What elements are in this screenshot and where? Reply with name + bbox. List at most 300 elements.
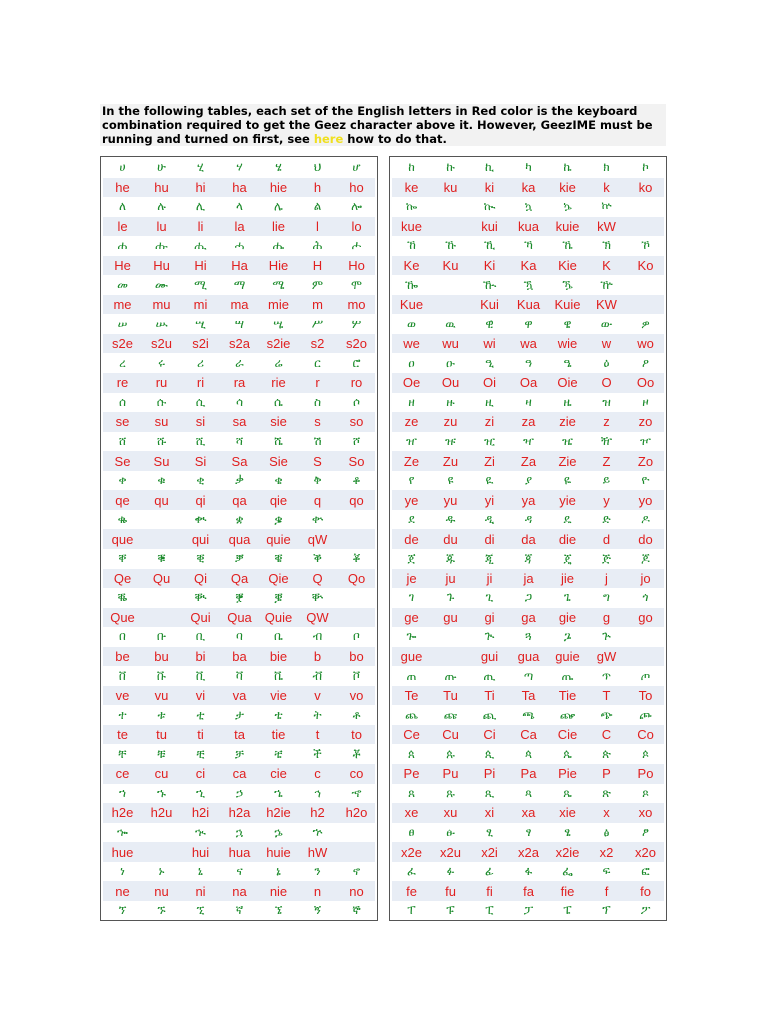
geez-character: ቔ — [274, 551, 283, 566]
key-combination: hue — [111, 844, 134, 860]
geez-character: ጮ — [639, 707, 652, 722]
key-combination: so — [349, 414, 364, 430]
key-combination: ya — [521, 492, 536, 508]
key-combination: qe — [115, 492, 130, 508]
geez-row — [392, 901, 664, 921]
key-combination: zi — [484, 414, 495, 430]
key-combination: huie — [266, 844, 291, 860]
key-combination: ki — [484, 179, 495, 195]
key-combination: g — [602, 609, 611, 625]
geez-row — [103, 901, 375, 921]
geez-character: ፁ — [446, 824, 455, 839]
key-combination: be — [115, 649, 130, 665]
key-combination: c — [314, 766, 321, 782]
geez-character: ባ — [236, 629, 243, 644]
key-combination: l — [316, 218, 319, 234]
geez-character: ሢ — [195, 316, 206, 331]
key-row — [392, 569, 664, 589]
key-combination: co — [349, 766, 364, 782]
geez-character: ቪ — [195, 668, 206, 683]
geez-character: ዊ — [485, 316, 494, 331]
key-combination: nu — [154, 883, 169, 899]
key-combination: kua — [518, 218, 539, 234]
key-combination: rie — [271, 375, 286, 391]
key-combination: qu — [154, 492, 169, 508]
geez-character: ሠ — [117, 316, 128, 331]
geez-row — [392, 275, 664, 295]
geez-character: የ — [408, 473, 415, 488]
key-combination: w — [601, 336, 612, 352]
geez-character: ሤ — [273, 316, 284, 331]
geez-character: ዝ — [602, 394, 611, 409]
geez-character: ጻ — [524, 785, 533, 800]
geez-character: ኅ — [314, 785, 321, 800]
key-combination: guie — [555, 649, 580, 665]
key-combination: Qi — [194, 570, 207, 586]
geez-character: ጶ — [642, 746, 649, 761]
key-combination: ba — [232, 649, 247, 665]
geez-character: ፉ — [446, 864, 455, 879]
geez-character: ጂ — [485, 551, 494, 566]
key-combination: s2a — [229, 336, 250, 352]
geez-character: ሩ — [158, 355, 165, 370]
geez-character: ዜ — [563, 394, 572, 409]
key-combination: tie — [271, 727, 286, 743]
key-combination: do — [638, 531, 653, 547]
key-combination: lu — [156, 218, 167, 234]
key-combination: he — [115, 179, 130, 195]
geez-character: ሀ — [119, 160, 126, 175]
geez-character: ድ — [602, 512, 611, 527]
geez-character: ኍ — [312, 824, 323, 839]
key-combination: mo — [347, 297, 366, 313]
key-combination: gue — [400, 649, 423, 665]
geez-character: ቾ — [352, 746, 361, 761]
geez-character: ሂ — [197, 160, 204, 175]
key-combination: Qua — [227, 609, 252, 625]
key-combination: Q — [312, 570, 323, 586]
key-combination: Cu — [442, 727, 459, 743]
geez-character: ላ — [236, 199, 243, 214]
geez-character: ቈ — [117, 512, 128, 527]
geez-character: ፒ — [485, 903, 494, 918]
key-combination: Kuie — [554, 297, 581, 313]
key-combination: xu — [443, 805, 458, 821]
geez-character: ች — [313, 746, 322, 761]
key-combination: Hu — [153, 258, 170, 274]
key-combination: xi — [484, 805, 495, 821]
geez-character: ኛ — [235, 903, 244, 918]
key-combination: sie — [270, 414, 287, 430]
geez-character: ወ — [407, 316, 416, 331]
geez-character: ሊ — [195, 199, 206, 214]
geez-row — [392, 354, 664, 374]
key-row — [103, 490, 375, 510]
key-combination: ce — [115, 766, 130, 782]
key-combination: wa — [520, 336, 537, 352]
geez-character: ፊ — [485, 864, 494, 879]
key-combination: Pie — [558, 766, 577, 782]
geez-row — [103, 432, 375, 452]
geez-row — [392, 432, 664, 452]
geez-character: ሎ — [351, 199, 362, 214]
key-combination: K — [602, 258, 611, 274]
key-combination: Tu — [443, 688, 458, 704]
geez-character: ቚ — [194, 590, 207, 605]
key-combination: s — [314, 414, 321, 430]
geez-character: ጨ — [405, 707, 418, 722]
geez-character: ሼ — [274, 433, 283, 448]
key-combination: Za — [520, 453, 537, 469]
key-combination: qi — [195, 492, 206, 508]
key-combination: hu — [154, 179, 169, 195]
key-combination: y — [603, 492, 610, 508]
geez-character: ፓ — [523, 903, 534, 918]
geez-character: ር — [314, 355, 321, 370]
geez-character: ቴ — [274, 707, 283, 722]
key-combination: li — [197, 218, 204, 234]
key-combination: kW — [597, 218, 616, 234]
key-combination: wie — [557, 336, 578, 352]
geez-character: ጔ — [563, 629, 572, 644]
geez-character: ፃ — [525, 824, 532, 839]
geez-character: ፌ — [562, 864, 573, 879]
geez-character: ዒ — [485, 355, 494, 370]
geez-character: ቢ — [195, 629, 206, 644]
key-combination: gW — [596, 649, 617, 665]
geez-character: ኁ — [157, 785, 166, 800]
key-combination: cie — [270, 766, 287, 782]
key-combination: ta — [234, 727, 245, 743]
geez-character: ኘ — [118, 903, 127, 918]
geez-character: ጎ — [642, 590, 649, 605]
key-row — [392, 295, 664, 315]
key-combination: ju — [445, 570, 456, 586]
key-combination: Ke — [403, 258, 420, 274]
geez-character: ቜ — [274, 590, 283, 605]
geez-character: ዀ — [404, 277, 419, 292]
geez-character: ፅ — [603, 824, 610, 839]
key-combination: ku — [443, 179, 458, 195]
key-combination: tu — [156, 727, 167, 743]
key-combination: wi — [483, 336, 496, 352]
key-combination: h — [313, 179, 322, 195]
key-combination: go — [638, 609, 653, 625]
geez-character: ሱ — [156, 394, 167, 409]
key-combination: gui — [480, 649, 499, 665]
geez-character: ኰ — [405, 199, 418, 214]
geez-character: ቆ — [352, 473, 361, 488]
key-combination: x2a — [518, 844, 539, 860]
key-combination: yo — [638, 492, 653, 508]
key-combination: xie — [559, 805, 576, 821]
geez-character: ሁ — [157, 160, 166, 175]
key-row — [103, 412, 375, 432]
geez-character: ቑ — [157, 551, 166, 566]
key-combination: Oa — [519, 375, 538, 391]
key-combination: vi — [195, 688, 206, 704]
key-combination: zo — [638, 414, 653, 430]
geez-character: ጐ — [406, 629, 417, 644]
key-row — [103, 608, 375, 628]
key-combination: hui — [191, 844, 210, 860]
geez-row — [103, 549, 375, 569]
key-combination: ve — [115, 688, 130, 704]
key-combination: de — [404, 531, 419, 547]
geez-character: ቅ — [313, 473, 322, 488]
geez-character: ፆ — [641, 824, 650, 839]
key-row — [103, 334, 375, 354]
key-row — [103, 295, 375, 315]
geez-character: ሌ — [274, 199, 283, 214]
key-combination: ho — [349, 179, 364, 195]
geez-character: ረ — [119, 355, 126, 370]
geez-character: ዂ — [482, 277, 497, 292]
key-combination: Ce — [403, 727, 420, 743]
geez-character: ኵ — [601, 199, 612, 214]
intro-paragraph — [100, 104, 666, 146]
key-combination: ra — [233, 375, 246, 391]
key-combination: h2o — [345, 805, 368, 821]
geez-character: ዴ — [563, 512, 572, 527]
geez-character: ሃ — [236, 160, 243, 175]
geez-row — [392, 784, 664, 804]
geez-character: ኻ — [524, 238, 533, 253]
geez-character: ቄ — [274, 473, 283, 488]
key-combination: gi — [484, 609, 495, 625]
geez-character: ከ — [408, 160, 415, 175]
geez-character: ቲ — [196, 707, 205, 722]
key-combination: na — [232, 883, 247, 899]
key-combination: je — [406, 570, 417, 586]
key-combination: To — [638, 688, 653, 704]
key-combination: fi — [486, 883, 493, 899]
geez-character: ቛ — [235, 590, 244, 605]
key-combination: bi — [195, 649, 206, 665]
key-combination: ca — [232, 766, 247, 782]
key-row — [392, 608, 664, 628]
geez-character: ሽ — [313, 433, 322, 448]
geez-character: ዳ — [524, 512, 533, 527]
geez-character: ጀ — [407, 551, 416, 566]
geez-character: ፀ — [408, 824, 415, 839]
geez-character: ሕ — [312, 238, 323, 253]
key-combination: qo — [349, 492, 364, 508]
geez-character: ጱ — [446, 746, 455, 761]
key-row — [103, 842, 375, 862]
geez-character: ጳ — [524, 746, 533, 761]
geez-character: ዦ — [640, 433, 651, 448]
geez-character: ሦ — [351, 316, 362, 331]
key-row — [103, 373, 375, 393]
key-row — [392, 764, 664, 784]
key-row — [392, 217, 664, 237]
geez-character: ጵ — [602, 746, 611, 761]
key-combination: Qie — [268, 570, 289, 586]
key-row — [392, 881, 664, 901]
key-combination: ru — [155, 375, 168, 391]
key-row — [392, 178, 664, 198]
geez-character: ዡ — [445, 433, 456, 448]
key-combination: ri — [196, 375, 205, 391]
key-combination: s2e — [112, 336, 133, 352]
key-combination: x2 — [599, 844, 614, 860]
geez-character: ቝ — [311, 590, 324, 605]
key-combination: Se — [114, 453, 131, 469]
geez-character: ቁ — [157, 473, 166, 488]
key-combination: Qu — [152, 570, 171, 586]
geez-character: ዘ — [408, 394, 415, 409]
key-combination: gie — [558, 609, 577, 625]
geez-row — [103, 588, 375, 608]
geez-character: ቡ — [156, 629, 167, 644]
key-combination: Ou — [441, 375, 460, 391]
geez-character: ቌ — [274, 512, 283, 527]
geez-character: ቤ — [273, 629, 284, 644]
key-combination: z — [603, 414, 610, 430]
geez-character: ሑ — [155, 238, 168, 253]
geez-character: ጴ — [563, 746, 572, 761]
key-combination: jie — [560, 570, 574, 586]
geez-character: ፈ — [406, 864, 417, 879]
key-combination: za — [521, 414, 536, 430]
key-combination: Qui — [190, 609, 211, 625]
geez-character: ዙ — [446, 394, 455, 409]
geez-character: ኆ — [351, 785, 362, 800]
key-combination: kui — [481, 218, 498, 234]
key-combination: kue — [401, 218, 422, 234]
geez-character: ኌ — [274, 824, 283, 839]
key-combination: Qe — [113, 570, 132, 586]
key-combination: lie — [271, 218, 285, 234]
geez-character: ዔ — [563, 355, 572, 370]
geez-character: ዣ — [523, 433, 534, 448]
geez-character: ፖ — [640, 903, 651, 918]
geez-character: ጦ — [640, 668, 651, 683]
key-combination: ne — [115, 883, 130, 899]
geez-row — [392, 393, 664, 413]
key-combination: ka — [521, 179, 536, 195]
key-combination: qa — [232, 492, 247, 508]
geez-row — [103, 862, 375, 882]
geez-character: ኳ — [524, 199, 533, 214]
geez-row — [103, 236, 375, 256]
key-combination: bie — [269, 649, 288, 665]
key-row — [392, 451, 664, 471]
key-combination: q — [313, 492, 322, 508]
key-combination: hie — [269, 179, 288, 195]
key-combination: gua — [517, 649, 540, 665]
geez-row — [392, 158, 664, 178]
key-combination: Quie — [264, 609, 293, 625]
geez-character: ኞ — [352, 903, 361, 918]
key-combination: Su — [153, 453, 170, 469]
key-row — [103, 451, 375, 471]
geez-character: ኩ — [446, 160, 455, 175]
geez-character: ዲ — [484, 512, 495, 527]
geez-row — [392, 471, 664, 491]
key-combination: Ci — [483, 727, 496, 743]
geez-character: ጌ — [563, 590, 572, 605]
key-combination: h2 — [310, 805, 325, 821]
key-combination: v — [314, 688, 321, 704]
key-combination: h2e — [111, 805, 134, 821]
geez-character: ቦ — [353, 629, 360, 644]
geez-row — [392, 588, 664, 608]
geez-character: ጾ — [642, 785, 649, 800]
key-combination: xe — [404, 805, 419, 821]
geez-character: ክ — [603, 160, 610, 175]
geez-character: ኒ — [197, 864, 204, 879]
key-combination: T — [602, 688, 611, 704]
geez-character: ቀ — [118, 473, 127, 488]
geez-character: ጬ — [559, 707, 576, 722]
geez-character: ሲ — [195, 394, 206, 409]
geez-character: ሔ — [272, 238, 285, 253]
geez-character: ፑ — [446, 903, 455, 918]
geez-character: ጒ — [484, 629, 495, 644]
geez-character: ኺ — [483, 238, 496, 253]
key-combination: yi — [484, 492, 495, 508]
geez-row — [103, 197, 375, 217]
key-combination: Z — [602, 453, 611, 469]
geez-row — [392, 510, 664, 530]
geez-row — [103, 471, 375, 491]
geez-character: ኈ — [117, 824, 128, 839]
geez-character: ኴ — [563, 199, 572, 214]
geez-character: ሖ — [351, 238, 362, 253]
geez-character: ት — [313, 707, 322, 722]
key-combination: Ze — [403, 453, 420, 469]
here-link[interactable]: here — [313, 132, 344, 147]
key-combination: Ko — [637, 258, 654, 274]
key-combination: Ha — [231, 258, 248, 274]
key-combination: x — [603, 805, 610, 821]
key-combination: wu — [442, 336, 459, 352]
geez-row — [103, 393, 375, 413]
geez-character: ፕ — [602, 903, 611, 918]
key-combination: di — [484, 531, 495, 547]
geez-row — [392, 549, 664, 569]
key-combination: Oe — [402, 375, 421, 391]
key-combination: hua — [228, 844, 251, 860]
geez-character: ራ — [235, 355, 244, 370]
key-combination: Oie — [557, 375, 578, 391]
geez-character: ቮ — [352, 668, 361, 683]
geez-character: ጫ — [522, 707, 535, 722]
geez-character: መ — [117, 277, 128, 292]
key-combination: QW — [306, 609, 329, 625]
geez-character: ዌ — [563, 316, 572, 331]
geez-character: ኲ — [483, 199, 496, 214]
geez-row — [103, 158, 375, 178]
geez-character: ዩ — [447, 473, 454, 488]
geez-character: ጁ — [446, 551, 455, 566]
intro-text-after: how to do that. — [343, 132, 447, 147]
geez-character: ዥ — [600, 433, 613, 448]
geez-row — [392, 666, 664, 686]
geez-character: ሥ — [311, 316, 324, 331]
geez-character: ፎ — [641, 864, 650, 879]
geez-character: ዛ — [525, 394, 532, 409]
key-combination: O — [601, 375, 612, 391]
geez-row — [103, 784, 375, 804]
geez-character: ጉ — [446, 590, 455, 605]
geez-character: ጅ — [602, 551, 611, 566]
geez-character: ዅ — [600, 277, 613, 292]
geez-character: ቘ — [117, 590, 128, 605]
intro-text-before: In the following tables, each set of the English letters in Red color is the keyboard combination required to get the Geez character above it. However, GeezIME must be running and turned on first, see — [102, 104, 653, 147]
